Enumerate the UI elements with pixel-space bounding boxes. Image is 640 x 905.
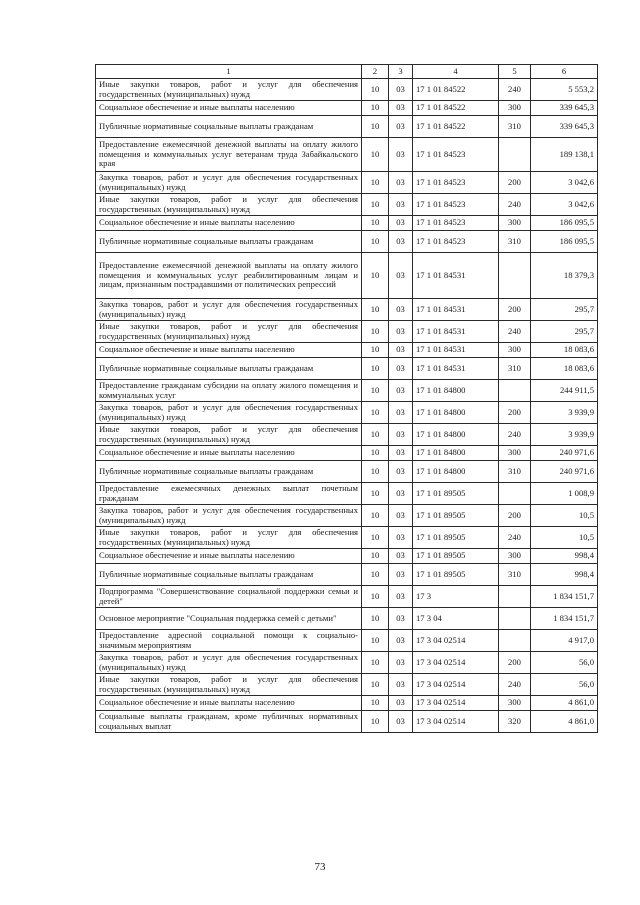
cell-sum: 56,0 [531,674,598,696]
cell-sum: 4 917,0 [531,630,598,652]
cell-pr: 03 [389,101,413,116]
cell-name: Социальное обеспечение и иные выплаты населению [96,696,362,711]
cell-csr: 17 1 01 89505 [413,564,499,586]
cell-pr: 03 [389,652,413,674]
cell-vr: 240 [499,79,531,101]
cell-csr: 17 1 01 84522 [413,116,499,138]
cell-pr: 03 [389,253,413,299]
table-row [96,101,598,116]
cell-sum: 5 553,2 [531,79,598,101]
cell-csr: 17 3 04 02514 [413,674,499,696]
cell-pr: 03 [389,343,413,358]
cell-pr: 03 [389,402,413,424]
cell-csr: 17 1 01 89505 [413,527,499,549]
cell-sum: 10,5 [531,527,598,549]
cell-rz: 10 [362,231,389,253]
cell-pr: 03 [389,446,413,461]
cell-pr: 03 [389,138,413,172]
cell-csr: 17 1 01 84523 [413,172,499,194]
table-row [96,358,598,380]
cell-pr: 03 [389,172,413,194]
cell-csr: 17 1 01 84531 [413,358,499,380]
cell-rz: 10 [362,358,389,380]
cell-rz: 10 [362,483,389,505]
cell-pr: 03 [389,549,413,564]
cell-vr [499,483,531,505]
cell-name: Публичные нормативные социальные выплаты гражданам [96,231,362,253]
cell-pr: 03 [389,586,413,608]
cell-rz: 10 [362,527,389,549]
cell-csr: 17 1 01 89505 [413,549,499,564]
cell-pr: 03 [389,231,413,253]
table-row [96,116,598,138]
cell-rz: 10 [362,138,389,172]
cell-sum: 240 971,6 [531,446,598,461]
cell-name: Закупка товаров, работ и услуг для обеспечения государственных (муниципальных) нужд [96,299,362,321]
cell-name: Предоставление гражданам субсидии на оплату жилого помещения и коммунальных услуг [96,380,362,402]
cell-csr: 17 3 04 02514 [413,696,499,711]
cell-sum: 3 042,6 [531,194,598,216]
cell-vr: 240 [499,674,531,696]
header-col-2: 2 [362,65,389,79]
cell-sum: 3 042,6 [531,172,598,194]
table-row [96,696,598,711]
cell-pr: 03 [389,608,413,630]
cell-vr: 200 [499,172,531,194]
cell-vr: 300 [499,101,531,116]
cell-vr: 300 [499,549,531,564]
table-row [96,549,598,564]
cell-pr: 03 [389,299,413,321]
cell-rz: 10 [362,446,389,461]
cell-vr: 240 [499,424,531,446]
cell-name: Предоставление ежемесячной денежной выплаты на оплату жилого помещения и коммунальных услуг реабилитированным лицам и лицам, признанным пострадавшими от политических репрессий [96,253,362,299]
cell-name: Закупка товаров, работ и услуг для обеспечения государственных (муниципальных) нужд [96,505,362,527]
cell-sum: 244 911,5 [531,380,598,402]
cell-name: Социальное обеспечение и иные выплаты населению [96,216,362,231]
cell-csr: 17 1 01 89505 [413,483,499,505]
cell-csr: 17 3 04 02514 [413,652,499,674]
table-row [96,586,598,608]
table-row [96,402,598,424]
cell-pr: 03 [389,564,413,586]
cell-vr: 300 [499,343,531,358]
cell-name: Предоставление ежемесячных денежных выплат почетным гражданам [96,483,362,505]
cell-rz: 10 [362,380,389,402]
cell-name: Иные закупки товаров, работ и услуг для обеспечения государственных (муниципальных) нужд [96,79,362,101]
cell-rz: 10 [362,652,389,674]
cell-name: Публичные нормативные социальные выплаты гражданам [96,461,362,483]
cell-rz: 10 [362,549,389,564]
cell-name: Иные закупки товаров, работ и услуг для обеспечения государственных (муниципальных) нужд [96,527,362,549]
cell-pr: 03 [389,711,413,733]
cell-vr: 310 [499,461,531,483]
cell-vr: 300 [499,216,531,231]
cell-csr: 17 1 01 84800 [413,380,499,402]
cell-vr: 200 [499,299,531,321]
cell-csr: 17 1 01 84800 [413,402,499,424]
cell-rz: 10 [362,172,389,194]
table-row [96,424,598,446]
table-row [96,483,598,505]
cell-pr: 03 [389,630,413,652]
cell-pr: 03 [389,527,413,549]
cell-csr: 17 3 04 02514 [413,630,499,652]
table-row [96,527,598,549]
cell-sum: 339 645,3 [531,101,598,116]
table-row [96,216,598,231]
budget-table [95,64,598,733]
table-row [96,79,598,101]
cell-rz: 10 [362,216,389,231]
cell-csr: 17 1 01 89505 [413,505,499,527]
table-row [96,138,598,172]
cell-sum: 189 138,1 [531,138,598,172]
cell-pr: 03 [389,321,413,343]
cell-name: Публичные нормативные социальные выплаты гражданам [96,116,362,138]
cell-csr: 17 3 04 02514 [413,711,499,733]
table-row [96,253,598,299]
cell-csr: 17 1 01 84522 [413,79,499,101]
cell-sum: 3 939,9 [531,424,598,446]
cell-vr: 310 [499,564,531,586]
cell-vr: 300 [499,696,531,711]
cell-name: Социальное обеспечение и иные выплаты населению [96,549,362,564]
cell-csr: 17 1 01 84523 [413,138,499,172]
cell-vr: 200 [499,402,531,424]
cell-csr: 17 3 04 [413,608,499,630]
header-col-6: 6 [531,65,598,79]
cell-name: Закупка товаров, работ и услуг для обеспечения государственных (муниципальных) нужд [96,402,362,424]
cell-csr: 17 1 01 84531 [413,321,499,343]
cell-csr: 17 1 01 84523 [413,231,499,253]
cell-rz: 10 [362,343,389,358]
cell-sum: 295,7 [531,299,598,321]
cell-pr: 03 [389,216,413,231]
header-col-4: 4 [413,65,499,79]
table-row [96,231,598,253]
cell-name: Иные закупки товаров, работ и услуг для обеспечения государственных (муниципальных) нужд [96,674,362,696]
cell-vr [499,630,531,652]
cell-csr: 17 1 01 84531 [413,299,499,321]
table-row [96,172,598,194]
cell-sum: 186 095,5 [531,231,598,253]
cell-pr: 03 [389,358,413,380]
cell-sum: 18 379,3 [531,253,598,299]
cell-csr: 17 1 01 84800 [413,424,499,446]
table-row [96,461,598,483]
table-row [96,321,598,343]
cell-rz: 10 [362,321,389,343]
cell-vr [499,586,531,608]
cell-name: Иные закупки товаров, работ и услуг для обеспечения государственных (муниципальных) нужд [96,194,362,216]
cell-csr: 17 3 [413,586,499,608]
cell-sum: 339 645,3 [531,116,598,138]
cell-vr [499,380,531,402]
cell-csr: 17 1 01 84800 [413,461,499,483]
cell-sum: 10,5 [531,505,598,527]
cell-name: Предоставление ежемесячной денежной выплаты на оплату жилого помещения и коммунальных услуг ветеранам труда Забайкальского края [96,138,362,172]
cell-vr: 240 [499,321,531,343]
cell-vr: 240 [499,194,531,216]
cell-name: Публичные нормативные социальные выплаты гражданам [96,358,362,380]
cell-sum: 4 861,0 [531,696,598,711]
cell-sum: 186 095,5 [531,216,598,231]
cell-vr: 310 [499,116,531,138]
cell-rz: 10 [362,696,389,711]
table-row [96,299,598,321]
cell-rz: 10 [362,101,389,116]
cell-vr: 200 [499,652,531,674]
cell-vr [499,253,531,299]
table-body [96,65,598,733]
cell-name: Закупка товаров, работ и услуг для обеспечения государственных (муниципальных) нужд [96,652,362,674]
cell-csr: 17 1 01 84531 [413,343,499,358]
cell-rz: 10 [362,564,389,586]
table-row [96,608,598,630]
cell-name: Предоставление адресной социальной помощи к социально-значимым мероприятиям [96,630,362,652]
cell-sum: 295,7 [531,321,598,343]
cell-vr: 300 [499,446,531,461]
cell-rz: 10 [362,402,389,424]
cell-pr: 03 [389,696,413,711]
table-row [96,652,598,674]
table-row [96,711,598,733]
cell-rz: 10 [362,674,389,696]
cell-name: Социальное обеспечение и иные выплаты населению [96,101,362,116]
cell-csr: 17 1 01 84523 [413,216,499,231]
cell-rz: 10 [362,194,389,216]
table-row [96,505,598,527]
cell-pr: 03 [389,483,413,505]
cell-name: Социальное обеспечение и иные выплаты населению [96,343,362,358]
header-col-1: 1 [96,65,362,79]
table-row [96,194,598,216]
table-row [96,380,598,402]
cell-name: Основное мероприятие "Социальная поддержка семей с детьми" [96,608,362,630]
header-col-3: 3 [389,65,413,79]
cell-vr: 310 [499,231,531,253]
table-row [96,630,598,652]
cell-csr: 17 1 01 84800 [413,446,499,461]
cell-rz: 10 [362,711,389,733]
cell-csr: 17 1 01 84523 [413,194,499,216]
cell-rz: 10 [362,630,389,652]
cell-rz: 10 [362,608,389,630]
page-number: 73 [314,861,326,873]
table-row [96,343,598,358]
table-header-row [96,65,598,79]
cell-pr: 03 [389,674,413,696]
cell-rz: 10 [362,299,389,321]
cell-pr: 03 [389,380,413,402]
cell-name: Закупка товаров, работ и услуг для обеспечения государственных (муниципальных) нужд [96,172,362,194]
cell-vr: 320 [499,711,531,733]
cell-name: Иные закупки товаров, работ и услуг для обеспечения государственных (муниципальных) нужд [96,321,362,343]
cell-name: Публичные нормативные социальные выплаты гражданам [96,564,362,586]
cell-name: Подпрограмма "Совершенствование социальной поддержки семьи и детей" [96,586,362,608]
cell-rz: 10 [362,461,389,483]
cell-pr: 03 [389,194,413,216]
cell-rz: 10 [362,424,389,446]
cell-pr: 03 [389,79,413,101]
cell-sum: 3 939,9 [531,402,598,424]
cell-sum: 18 083,6 [531,358,598,380]
cell-pr: 03 [389,116,413,138]
cell-sum: 18 083,6 [531,343,598,358]
header-col-5: 5 [499,65,531,79]
cell-pr: 03 [389,461,413,483]
cell-sum: 56,0 [531,652,598,674]
table-row [96,674,598,696]
cell-rz: 10 [362,79,389,101]
cell-name: Иные закупки товаров, работ и услуг для обеспечения государственных (муниципальных) нужд [96,424,362,446]
cell-vr: 200 [499,505,531,527]
cell-sum: 1 008,9 [531,483,598,505]
cell-pr: 03 [389,424,413,446]
cell-sum: 998,4 [531,549,598,564]
cell-vr: 240 [499,527,531,549]
cell-rz: 10 [362,586,389,608]
table-row [96,446,598,461]
cell-rz: 10 [362,505,389,527]
cell-csr: 17 1 01 84522 [413,101,499,116]
cell-sum: 1 834 151,7 [531,586,598,608]
cell-vr [499,608,531,630]
cell-pr: 03 [389,505,413,527]
cell-rz: 10 [362,253,389,299]
cell-rz: 10 [362,116,389,138]
cell-sum: 1 834 151,7 [531,608,598,630]
cell-sum: 240 971,6 [531,461,598,483]
cell-sum: 4 861,0 [531,711,598,733]
cell-csr: 17 1 01 84531 [413,253,499,299]
cell-name: Социальные выплаты гражданам, кроме публичных нормативных социальных выплат [96,711,362,733]
cell-vr [499,138,531,172]
cell-sum: 998,4 [531,564,598,586]
cell-vr: 310 [499,358,531,380]
cell-name: Социальное обеспечение и иные выплаты населению [96,446,362,461]
table-row [96,564,598,586]
